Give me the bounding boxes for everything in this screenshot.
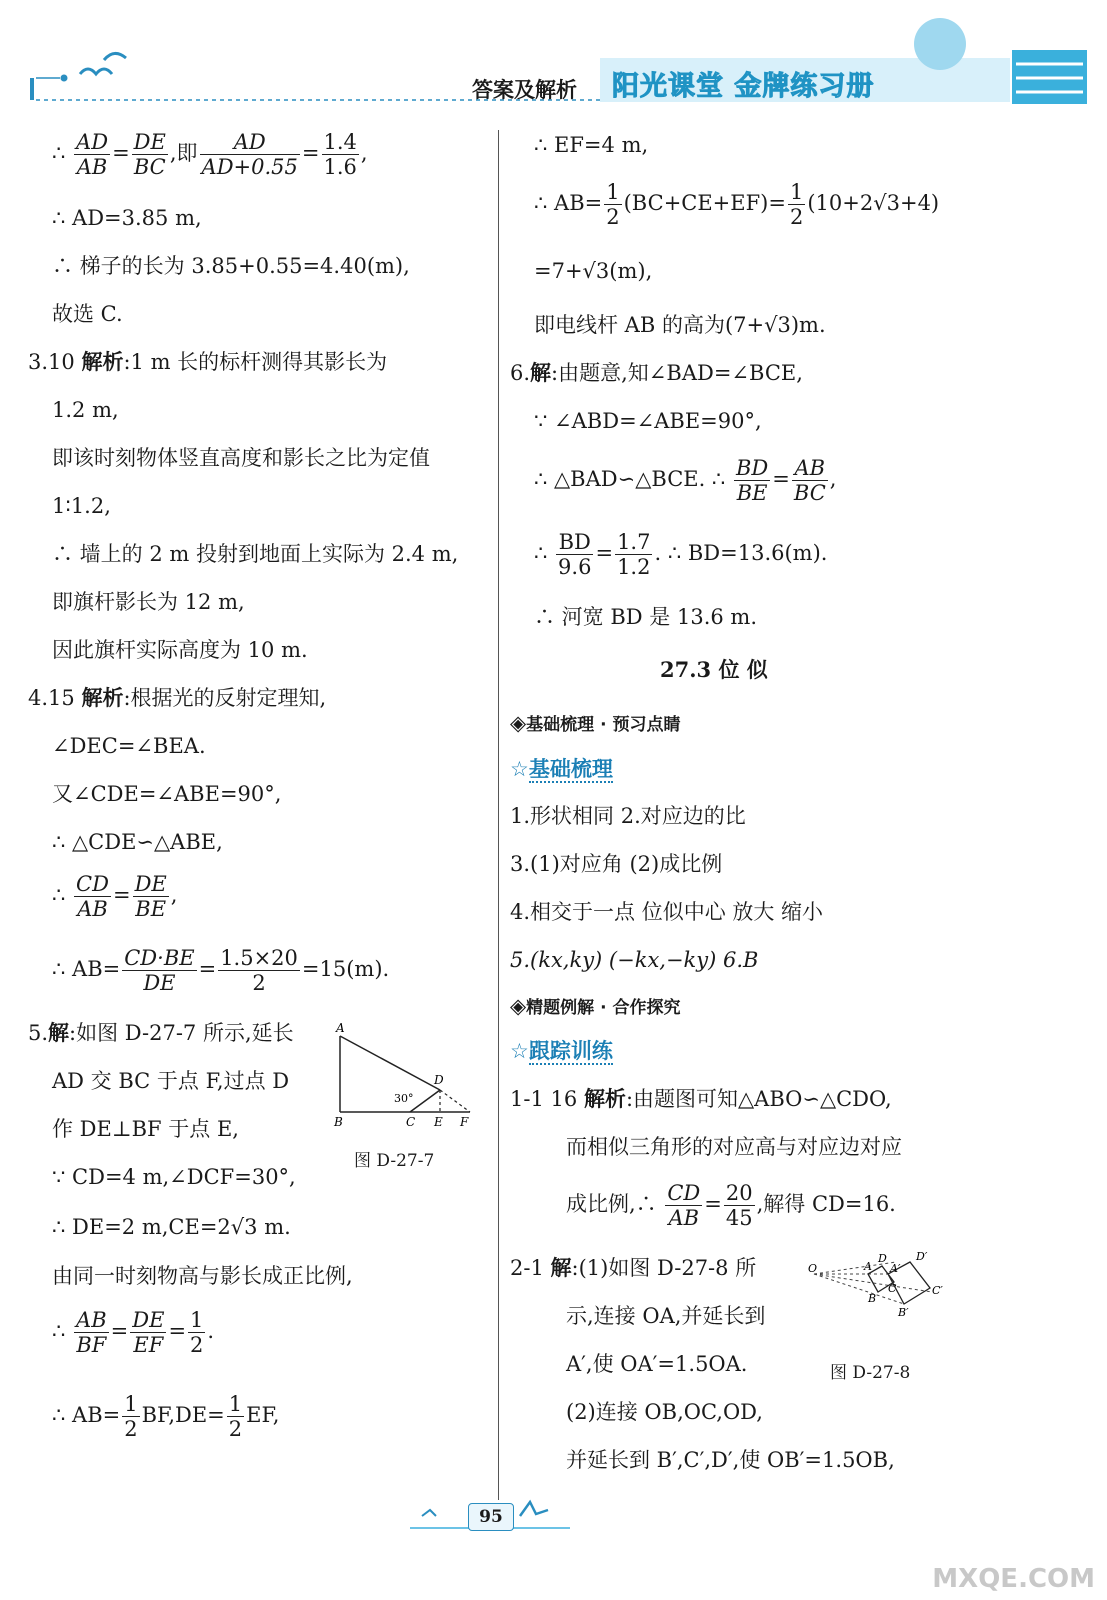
exercise-1-1-header	[510, 1086, 892, 1112]
fraction	[74, 130, 110, 179]
fraction	[74, 872, 111, 921]
text: :由题图可知△ABO∽△CDO,	[625, 1087, 892, 1111]
numerator: DE	[134, 872, 167, 896]
exercise-2-1-header	[510, 1255, 756, 1281]
denominator: AB	[77, 897, 108, 921]
text-line: AD 交 BC 于点 F,过点 D	[52, 1069, 290, 1093]
numerator: AD	[76, 130, 109, 154]
page-header	[0, 0, 1107, 120]
fraction	[200, 130, 300, 179]
fraction	[556, 530, 593, 579]
fraction	[615, 530, 652, 579]
text-line: ∴ 河宽 BD 是 13.6 m.	[534, 605, 757, 629]
figure-caption: 图 D-27-7	[354, 1151, 435, 1171]
question-number: 3.10	[28, 350, 75, 374]
fraction	[122, 946, 196, 995]
label-b: B	[334, 1115, 343, 1129]
text: :(1)如图 D-27-8 所	[571, 1256, 757, 1280]
lead-word: 解析	[583, 1086, 626, 1111]
text: (10+2√3+4)	[807, 191, 940, 215]
denominator: 2	[606, 205, 620, 229]
text: :如图 D-27-7 所示,延长	[69, 1021, 294, 1045]
label-a: A	[336, 1021, 345, 1035]
text-line: 即电线杆 AB 的高为(7+√3)m.	[534, 313, 826, 337]
text-line: 示,连接 OA,并延长到	[566, 1304, 766, 1328]
label-b: B	[868, 1292, 877, 1305]
numerator: AB	[792, 456, 828, 481]
fraction	[74, 1308, 109, 1357]
diamond-icon: ◈	[510, 711, 527, 735]
fraction	[724, 1181, 755, 1230]
watermark: MXQE.COM	[932, 1564, 1095, 1594]
text-line: 并延长到 B′,C′,D′,使 OB′=1.5OB,	[566, 1448, 895, 1472]
text: . ∴ BD=13.6(m).	[654, 541, 828, 565]
header-brand: 阳光课堂 金牌练习册	[612, 71, 875, 102]
numerator: DE	[132, 1308, 165, 1332]
numerator: 1	[228, 1392, 243, 1416]
lead-word: 解析	[81, 685, 124, 710]
fraction	[322, 130, 359, 179]
label-d: D	[434, 1073, 444, 1087]
question-6-header	[510, 360, 803, 386]
label-c-prime: C′	[932, 1284, 943, 1297]
text-line: 1.形状相同 2.对应边的比	[510, 804, 746, 828]
text-line: ∠DEC=∠BEA.	[52, 734, 206, 758]
text-line: 故选 C.	[52, 302, 123, 326]
numerator: CD	[667, 1181, 701, 1205]
section-tag-1	[510, 710, 680, 738]
numerator: BD	[556, 530, 593, 555]
text: :1 m 长的标杆测得其影长为	[123, 350, 388, 374]
diamond-icon: ◈	[510, 994, 527, 1018]
figure-caption: 图 D-27-8	[830, 1363, 911, 1383]
text: ,	[829, 467, 837, 491]
text-line: 5.(kx,ky) (−kx,−ky) 6.B	[510, 948, 759, 972]
text-line: ∴ EF=4 m,	[534, 133, 649, 157]
text-line: 1.2 m,	[52, 398, 119, 422]
label-c: C	[888, 1282, 897, 1295]
numerator: 1.7	[617, 530, 651, 554]
denominator: BC	[793, 481, 826, 505]
answer: 16	[550, 1087, 578, 1111]
text-line: 1∶1.2,	[52, 494, 111, 518]
text-line: 4.相交于一点 位似中心 放大 缩小	[510, 900, 824, 924]
text-line: ∴ 梯子的长为 3.85+0.55=4.40(m),	[52, 254, 410, 278]
eq-line: ∴ △BAD∽△BCE. ∴ $\frac{BD}{BE}$ = $\frac{AB}{BC}$ ,	[534, 456, 837, 505]
text: ,	[170, 883, 178, 907]
eq-line	[52, 1392, 279, 1441]
text: ∴	[52, 883, 73, 907]
text: ∴	[534, 541, 555, 565]
denominator: AD+0.55	[201, 155, 298, 179]
homothety-diagram	[806, 1248, 966, 1328]
numerator: CD·BE	[124, 946, 195, 970]
text: EF,	[246, 1403, 280, 1427]
denominator: BF	[76, 1333, 107, 1357]
angle-label: 30°	[394, 1092, 414, 1105]
label-d: D	[878, 1252, 887, 1265]
lead-word: 解析	[81, 349, 124, 374]
fraction	[130, 1308, 166, 1357]
subheading-text: 基础梳理	[528, 757, 613, 781]
eq-line: 成比例,∴ $\frac{CD}{AB}$ = $\frac{20}{45}$ ,解得 CD=16.	[566, 1181, 896, 1230]
text-line: ∴ DE=2 m,CE=2√3 m.	[52, 1215, 291, 1239]
fraction	[133, 872, 169, 921]
denominator: EF	[133, 1333, 164, 1357]
text: ,	[360, 141, 368, 165]
subheading-text: 跟踪训练	[528, 1039, 613, 1063]
label-e: E	[434, 1115, 443, 1129]
numerator: 1	[606, 180, 620, 204]
text: ,解得 CD=16.	[756, 1192, 896, 1216]
subheading-1	[510, 756, 613, 782]
eq-line-1: ∴ $\frac{AD}{AB}$ = $\frac{DE}{BC}$ ,即 $\frac{AD}{AD+0.55}$ = $\frac{1.4}{1.6}$ ,	[52, 130, 368, 179]
denominator: 1.2	[617, 555, 651, 579]
question-number: 5.	[28, 1021, 49, 1045]
text-line: 即该时刻物体竖直高度和影长之比为定值	[52, 446, 430, 470]
question-4-header	[28, 685, 326, 711]
text-line: 作 DE⊥BF 于点 E,	[52, 1117, 239, 1141]
label-b-prime: B′	[898, 1306, 909, 1319]
text: :根据光的反射定理知,	[123, 686, 327, 710]
text-line: 而相似三角形的对应高与对应边对应	[566, 1135, 902, 1159]
eq-line: ∴ AB= $\frac{CD\cdot BE}{DE}$ = $\frac{1.5\times 20}{2}$ =15(m).	[52, 946, 390, 995]
section-title: 27.3 位 似	[660, 657, 768, 682]
numerator: CD	[76, 872, 109, 896]
denominator: DE	[143, 971, 176, 995]
label-f: F	[460, 1115, 469, 1129]
question-number: 4.15	[28, 686, 75, 710]
text-line: ∵ ∠ABD=∠ABE=90°,	[534, 409, 762, 433]
eq-line: ∴ $\frac{AB}{BF}$ = $\frac{DE}{EF}$ = $\frac{1}{2}$ .	[52, 1308, 215, 1357]
fraction	[665, 1181, 702, 1230]
eq-line	[534, 180, 939, 229]
text-line: ∴ △CDE∽△ABE,	[52, 830, 223, 854]
denominator: 1.6	[323, 155, 357, 179]
denominator: AB	[76, 155, 108, 179]
denominator: 9.6	[558, 555, 592, 579]
label-a-prime: A′	[890, 1262, 901, 1275]
text: BF,DE=	[141, 1403, 225, 1427]
exercise-number: 1-1	[510, 1087, 544, 1111]
numerator: BD	[735, 456, 769, 480]
tag-text: 基础梳理 · 预习点睛	[526, 715, 681, 735]
denominator: BC	[133, 155, 166, 179]
figure-d-27-8	[806, 1248, 976, 1383]
text-line: 又∠CDE=∠ABE=90°,	[52, 782, 282, 806]
lead-word: 解	[530, 360, 552, 385]
text: ,即	[169, 141, 198, 165]
text: ∴ AB=	[52, 1403, 121, 1427]
triangle-diagram	[328, 1020, 478, 1130]
header-label: 答案及解析	[472, 78, 577, 102]
text: ∴	[52, 141, 73, 165]
numerator: AD	[200, 130, 300, 155]
question-number: 6.	[510, 361, 531, 385]
column-divider	[498, 130, 499, 1500]
fraction	[188, 1308, 205, 1357]
denominator: 2	[228, 1417, 243, 1441]
subheading-2	[510, 1038, 613, 1064]
fraction	[734, 456, 770, 505]
text: ∴ △BAD∽△BCE. ∴	[534, 467, 732, 491]
figure-d-27-7	[328, 1020, 498, 1180]
text-line: 由同一时刻物高与影长成正比例,	[52, 1264, 353, 1288]
label-a: A	[864, 1260, 872, 1273]
text-line: =7+√3(m),	[534, 259, 653, 283]
text: :由题意,知∠BAD=∠BCE,	[551, 361, 803, 385]
text-line: ∵ CD=4 m,∠DCF=30°,	[52, 1165, 296, 1189]
denominator: BE	[736, 481, 768, 505]
question-5-header	[28, 1020, 294, 1046]
numerator: 1.4	[323, 130, 357, 154]
fraction	[218, 946, 300, 995]
text: (BC+CE+EF)=	[623, 191, 786, 215]
denominator: 2	[252, 971, 266, 995]
eq-line: ∴ $\frac{CD}{AB}$ = $\frac{DE}{BE}$ ,	[52, 872, 178, 921]
text-line: (2)连接 OB,OC,OD,	[566, 1400, 763, 1424]
text-line: ∴ AD=3.85 m,	[52, 206, 202, 230]
label-d-prime: D′	[916, 1250, 928, 1263]
fraction	[122, 1392, 139, 1441]
text: ∴ AB=	[52, 957, 121, 981]
text: =15(m).	[301, 957, 390, 981]
exercise-number: 2-1	[510, 1256, 544, 1280]
text-line: 即旗杆影长为 12 m,	[52, 590, 245, 614]
label-o: O	[808, 1262, 818, 1275]
numerator: 1	[789, 180, 804, 204]
lead-word: 解	[48, 1020, 70, 1045]
tag-text: 精题例解 · 合作探究	[526, 998, 681, 1018]
denominator: 45	[725, 1206, 753, 1230]
denominator: 2	[789, 205, 804, 229]
numerator: 1	[190, 1308, 204, 1332]
numerator: 1.5×20	[220, 946, 298, 970]
page-number: 95	[468, 1503, 514, 1531]
label-c: C	[406, 1115, 416, 1129]
fraction	[227, 1392, 244, 1441]
section-tag-2	[510, 993, 680, 1021]
denominator: AB	[668, 1206, 700, 1230]
numerator: 1	[124, 1392, 138, 1416]
text: 成比例,∴	[566, 1192, 664, 1216]
fraction	[788, 180, 805, 229]
denominator: BE	[135, 897, 167, 921]
text: ∴	[52, 1319, 73, 1343]
numerator: AB	[76, 1308, 107, 1332]
fraction	[132, 130, 168, 179]
text-line: A′,使 OA′=1.5OA.	[566, 1352, 748, 1376]
star-icon: ☆	[510, 757, 529, 781]
numerator: 20	[725, 1181, 753, 1205]
lead-word: 解	[550, 1255, 572, 1280]
eq-line: ∴ $\frac{BD}{9.6}$ = $\frac{1.7}{1.2}$ . ∴ BD=13.6(m).	[534, 530, 828, 579]
text-line: 3.(1)对应角 (2)成比例	[510, 852, 723, 876]
question-3-header	[28, 349, 387, 375]
text: ∴ AB=	[534, 191, 603, 215]
denominator: 2	[124, 1417, 138, 1441]
denominator: 2	[190, 1333, 204, 1357]
fraction	[792, 456, 828, 505]
star-icon: ☆	[510, 1039, 529, 1063]
text: .	[207, 1319, 215, 1343]
text-line: 因此旗杆实际高度为 10 m.	[52, 638, 308, 662]
numerator: DE	[133, 130, 166, 154]
text-line: ∴ 墙上的 2 m 投射到地面上实际为 2.4 m,	[52, 542, 459, 566]
fraction	[604, 180, 621, 229]
